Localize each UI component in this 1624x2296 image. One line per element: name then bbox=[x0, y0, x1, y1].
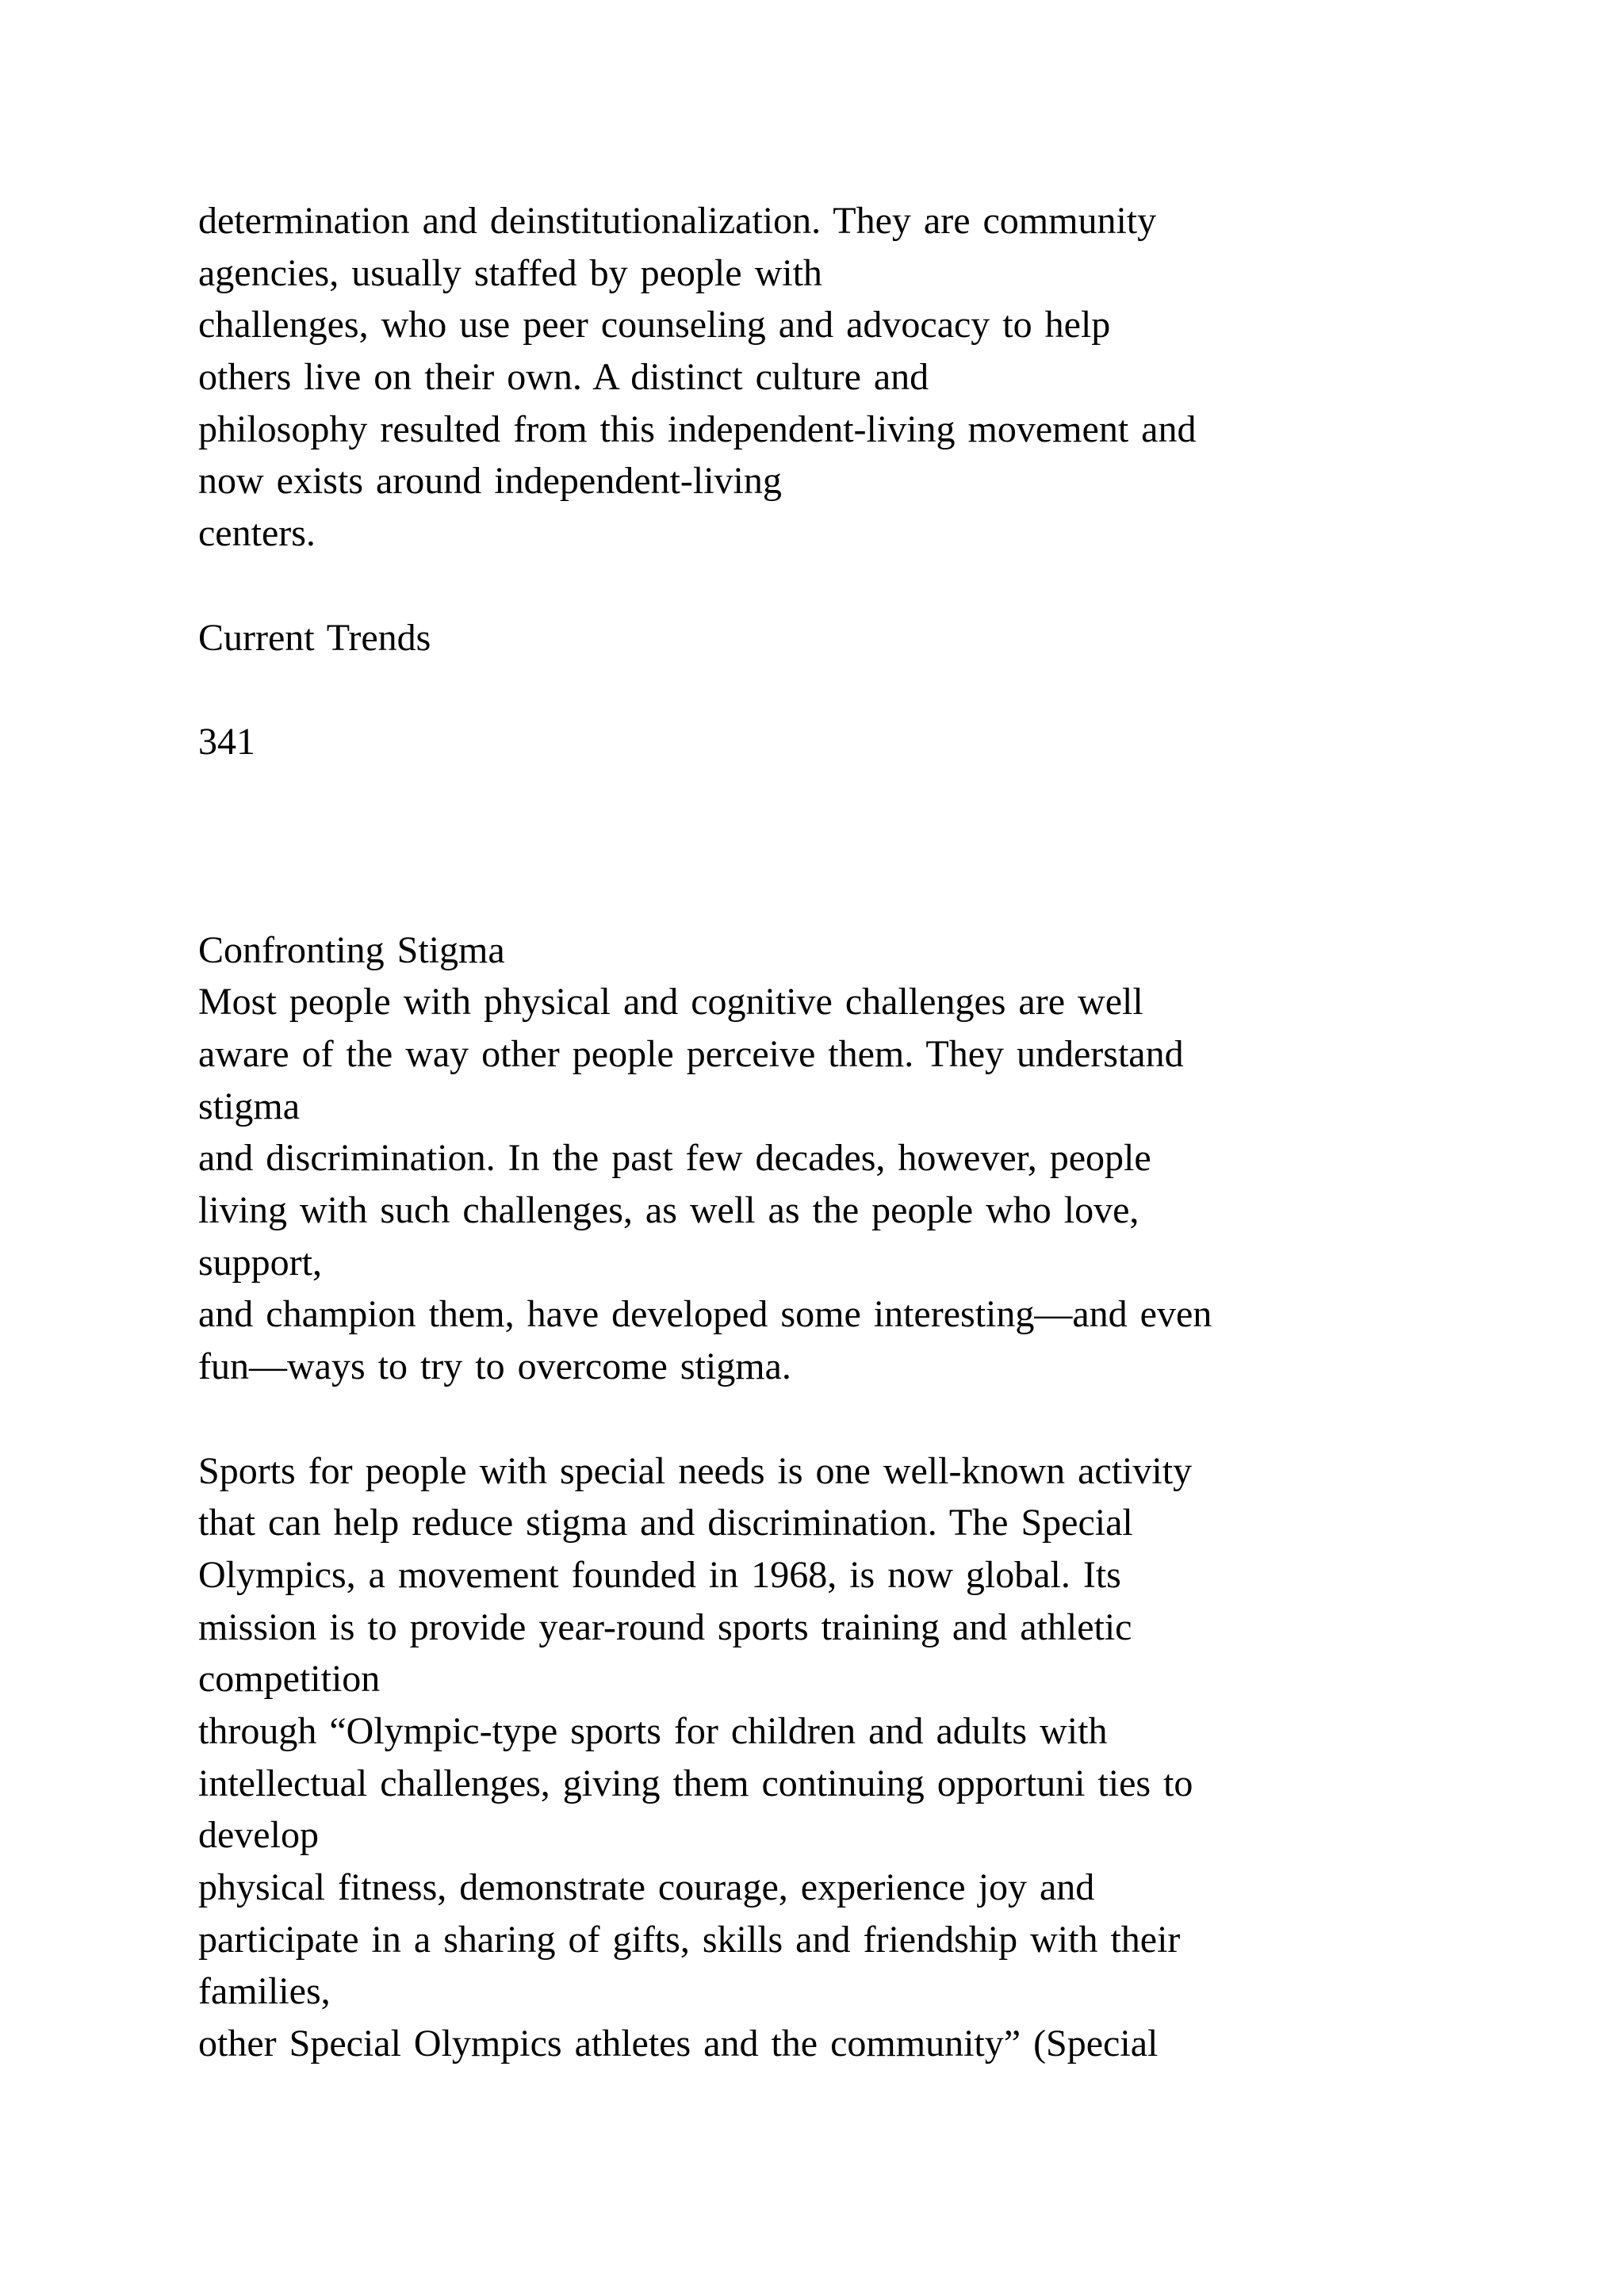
text-line: intellectual challenges, giving them continuing opportuni ties to bbox=[198, 1762, 1193, 1804]
paragraph-confronting-stigma bbox=[198, 924, 1562, 1393]
text-line: physical fitness, demonstrate courage, experience joy and bbox=[198, 1866, 1095, 1908]
blank-line bbox=[198, 768, 1562, 821]
blank-line bbox=[198, 872, 1562, 924]
text-line: others live on their own. A distinct culture and bbox=[198, 356, 929, 399]
text-line: philosophy resulted from this independent-living movement and bbox=[198, 408, 1197, 450]
text-line: other Special Olympics athletes and the community” (Special bbox=[198, 2022, 1159, 2065]
text-line: participate in a sharing of gifts, skills and friendship with their bbox=[198, 1918, 1181, 1961]
text-line: that can help reduce stigma and discrimination. The Special bbox=[198, 1502, 1133, 1544]
text-line: 341 bbox=[198, 720, 255, 763]
text-line: Most people with physical and cognitive challenges are well bbox=[198, 981, 1143, 1024]
text-line: mission is to provide year-round sports training and athletic bbox=[198, 1605, 1132, 1648]
text-line: families, bbox=[198, 1970, 331, 2013]
text-line: now exists around independent-living bbox=[198, 460, 782, 503]
paragraph-independent-living bbox=[198, 195, 1562, 560]
blank-line bbox=[198, 820, 1562, 872]
text-line: determination and deinstitutionalization. They are community bbox=[198, 200, 1157, 242]
paragraph-special-olympics bbox=[198, 1445, 1562, 2070]
text-line: through “Olympic-type sports for children and adults with bbox=[198, 1709, 1108, 1752]
text-line: stigma bbox=[198, 1085, 300, 1127]
text-line: and champion them, have developed some interesting—and even bbox=[198, 1293, 1212, 1336]
text-line: and discrimination. In the past few decades, however, people bbox=[198, 1137, 1151, 1180]
text-line: Olympics, a movement founded in 1968, is now global. Its bbox=[198, 1553, 1121, 1596]
text-line: challenges, who use peer counseling and advocacy to help bbox=[198, 304, 1111, 346]
text-line: aware of the way other people perceive them. They understand bbox=[198, 1033, 1184, 1075]
text-line: fun—ways to try to overcome stigma. bbox=[198, 1345, 791, 1388]
blank-line bbox=[198, 664, 1562, 716]
document-text bbox=[198, 195, 1562, 2070]
text-line: Sports for people with special needs is one well-known activity bbox=[198, 1449, 1193, 1492]
text-line: living with such challenges, as well as the people who love, bbox=[198, 1189, 1139, 1232]
text-line: Current Trends bbox=[198, 616, 431, 659]
blank-line bbox=[198, 560, 1562, 612]
text-line: agencies, usually staffed by people with bbox=[198, 251, 822, 294]
text-line: develop bbox=[198, 1814, 319, 1857]
text-line: competition bbox=[198, 1658, 381, 1701]
text-line: centers. bbox=[198, 512, 316, 555]
text-line: Confronting Stigma bbox=[198, 928, 505, 971]
section-label bbox=[198, 612, 1562, 664]
blank-line bbox=[198, 1393, 1562, 1445]
page-number bbox=[198, 716, 1562, 768]
text-line: support, bbox=[198, 1241, 322, 1284]
